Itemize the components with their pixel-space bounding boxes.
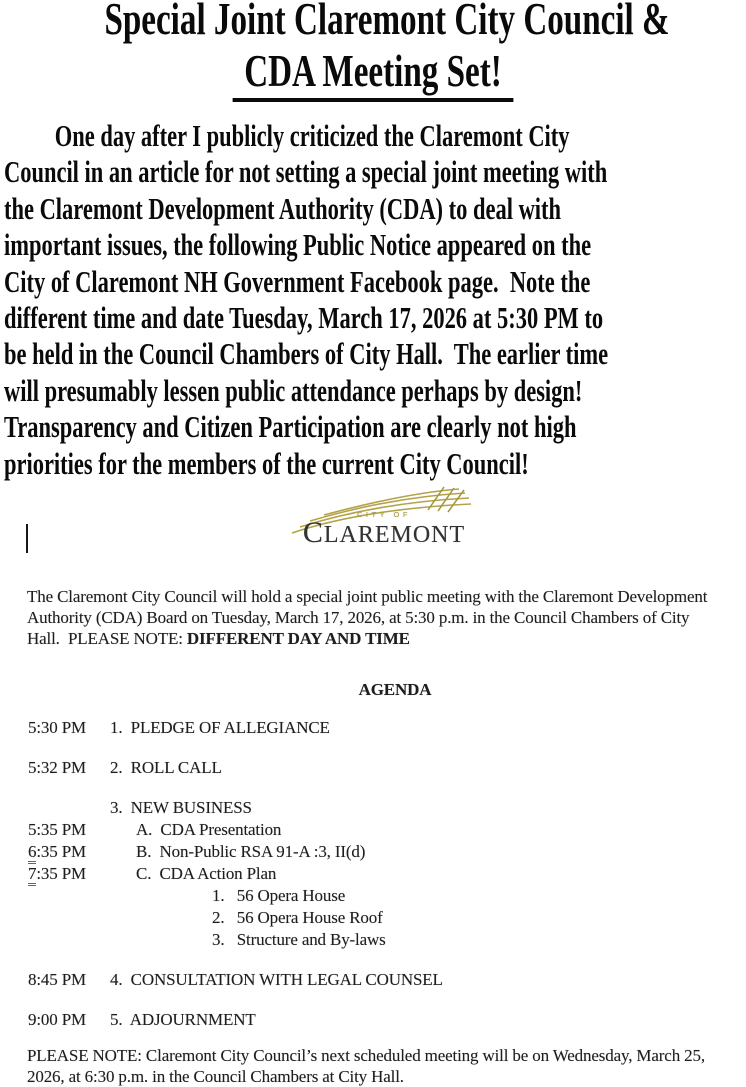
agenda-item-label: 2. ROLL CALL (110, 758, 222, 778)
edited-time-digit: 6 (28, 842, 36, 864)
notice-bold-text: DIFFERENT DAY AND TIME (186, 629, 410, 649)
agenda-item-label: 3. NEW BUSINESS (110, 798, 252, 818)
logo-wordmark: CLAREMONT (302, 516, 466, 549)
agenda-heading: AGENDA (358, 680, 432, 700)
agenda-item-label: 3. Structure and By-laws (212, 930, 386, 950)
agenda-item-cda-presentation (0, 820, 746, 840)
agenda-item-roll-call (0, 758, 746, 778)
agenda-subitem-structure-bylaws (0, 930, 746, 950)
logo-container (0, 486, 746, 548)
article-header (0, 0, 746, 102)
footer-note: PLEASE NOTE: Claremont City Council’s next scheduled meeting will be on Wednesday, March 25, 2026, at 6:30 p.m. in the Council Chambers at City Hall. (27, 1046, 705, 1087)
agenda-item-adjournment (0, 1010, 746, 1030)
agenda-time: 5:35 PM (28, 820, 86, 840)
agenda-time: 5:32 PM (28, 758, 86, 778)
agenda-time-edited: 6:35 PM (28, 842, 106, 862)
agenda-item-legal-counsel (0, 970, 746, 990)
edited-time-digit: 7 (28, 864, 36, 886)
notice-line: The Claremont City Council will hold a special joint public meeting with the Claremont Development (27, 587, 708, 607)
agenda-time (28, 886, 106, 906)
article-title-line-2 (104, 45, 641, 102)
agenda-time (28, 908, 106, 928)
notice-line: Authority (CDA) Board on Tuesday, March 17, 2026, at 5:30 p.m. in the Council Chambers of City (27, 608, 690, 628)
agenda-item-cda-action-plan (0, 864, 746, 884)
agenda-subitem-opera-house (0, 886, 746, 906)
text-cursor (26, 524, 28, 553)
agenda-item-label: 1. 56 Opera House (212, 886, 346, 906)
agenda-item-label: A. CDA Presentation (136, 820, 282, 840)
agenda-time (28, 930, 106, 950)
notice-line (27, 628, 746, 649)
agenda-item-non-public (0, 842, 746, 862)
logo-tagline: CITY OF (357, 510, 411, 520)
claremont-city-logo (288, 486, 478, 548)
agenda-subitem-opera-house-roof (0, 908, 746, 928)
agenda-time: 8:45 PM (28, 970, 86, 990)
agenda-item-label: 5. ADJOURNMENT (110, 1010, 256, 1030)
agenda-time-edited: 7:35 PM (28, 864, 106, 884)
public-notice-screenshot (0, 486, 746, 1087)
agenda-item-new-business (0, 798, 746, 818)
agenda-item-pledge (0, 718, 746, 738)
notice-text: Hall. PLEASE NOTE: (27, 629, 187, 649)
agenda-time (28, 798, 106, 818)
agenda-item-label: C. CDA Action Plan (136, 864, 277, 884)
notice-paragraph (27, 586, 746, 649)
underlined-title-text: CDA Meeting Set! (233, 45, 514, 102)
agenda-time: 5:30 PM (28, 718, 86, 738)
article-title-line-1: Special Joint Claremont City Council & (104, 0, 670, 44)
agenda-item-label: B. Non-Public RSA 91-A :3, II(d) (136, 842, 366, 862)
agenda-item-label: 4. CONSULTATION WITH LEGAL COUNSEL (110, 970, 443, 990)
intro-paragraph: One day after I publicly criticized the Claremont City Council in an article for not setting a special joint meeting with the Claremont Development Authority (CDA) to deal with important issues, the following Public Notice appeared on the City of Claremont NH Government Facebook page. Note the different time and date Tuesday, March 17, 2026 at 5:30 PM to be held in the Council Chambers of City Hall. The earlier time will presumably lessen public attendance perhaps by design! Transparency and Citizen Participation are clearly not high priorities for the members of the current City Council! (4, 118, 609, 481)
agenda-list (0, 718, 746, 1030)
agenda-item-label: 2. 56 Opera House Roof (212, 908, 383, 928)
agenda-item-label: 1. PLEDGE OF ALLEGIANCE (110, 718, 330, 738)
agenda-time: 9:00 PM (28, 1010, 86, 1030)
